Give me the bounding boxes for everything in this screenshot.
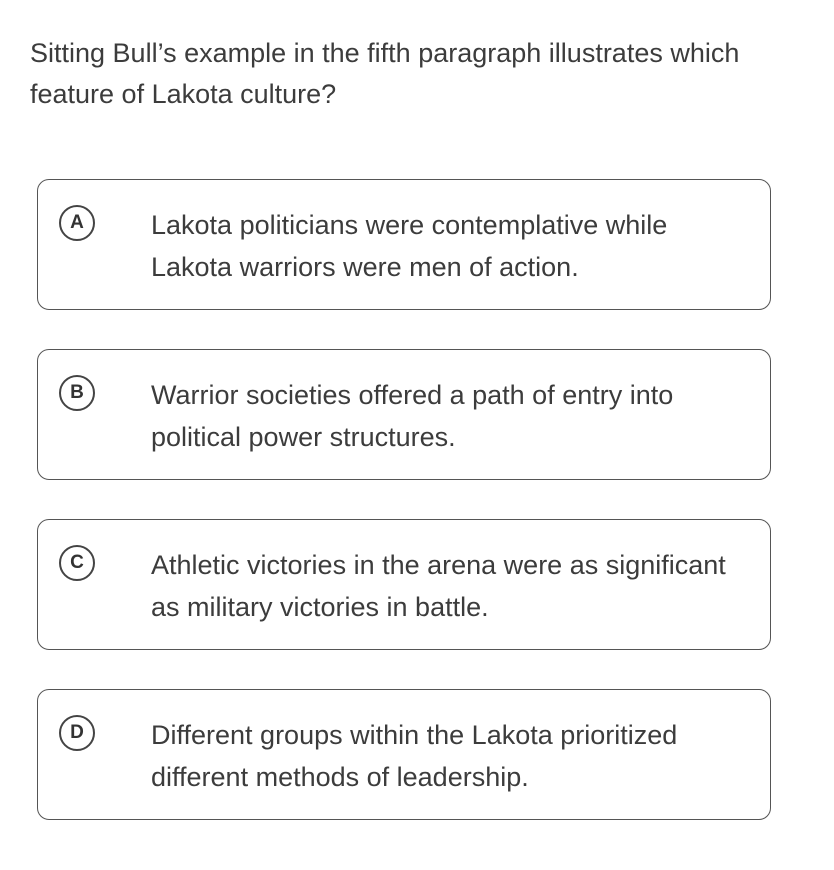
choice-letter-a: A xyxy=(59,205,95,241)
choice-letter-b: B xyxy=(59,375,95,411)
question-prompt: Sitting Bull’s example in the fifth paragraph illustrates which feature of Lakota culture? xyxy=(30,38,740,109)
choice-text-c: Athletic victories in the arena were as significant as military victories in battle. xyxy=(151,550,726,622)
choice-letter-c: C xyxy=(59,545,95,581)
choice-text-a: Lakota politicians were contemplative while Lakota warriors were men of action. xyxy=(151,210,668,282)
choice-text-b: Warrior societies offered a path of entry into political power structures. xyxy=(151,380,674,452)
answer-choice-d[interactable] xyxy=(37,689,771,820)
answer-choice-a[interactable] xyxy=(37,179,771,310)
choice-text-d: Different groups within the Lakota prioritized different methods of leadership. xyxy=(151,720,678,792)
answer-choice-b[interactable] xyxy=(37,349,771,480)
answer-choice-c[interactable] xyxy=(37,519,771,650)
choice-letter-d: D xyxy=(59,715,95,751)
